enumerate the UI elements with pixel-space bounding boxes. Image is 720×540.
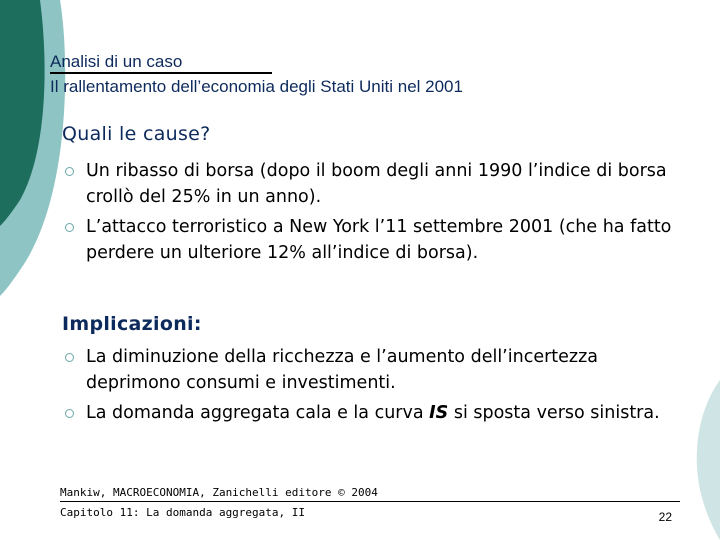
bullet-circle-icon [65,223,74,232]
bullet-text-before: La domanda aggregata cala e la curva [86,403,430,423]
footer-chapter: Capitolo 11: La domanda aggregata, II [60,506,306,519]
bullet-text: L’attacco terroristico a New York l’11 settembre 2001 (che ha fatto perdere un ulteriore 12% all’indice di borsa). [86,217,672,263]
list-item [60,400,680,426]
implications-heading: Implicazioni: [62,313,202,335]
list-item [60,158,680,210]
list-item [60,214,680,266]
right-decoration [680,380,720,540]
slide-footer [60,486,680,524]
page-number: 22 [658,510,672,524]
bullet-circle-icon [65,353,74,362]
is-curve-label: IS [429,403,449,423]
slide-title: Analisi di un caso [50,52,272,74]
bullet-text: Un ribasso di borsa (dopo il boom degli anni 1990 l’indice di borsa crollò del 25% in un anno). [86,161,667,207]
slide-header [50,52,670,98]
bullet-text-after: si sposta verso sinistra. [448,403,660,423]
list-item [60,344,680,396]
implications-list [60,344,680,430]
causes-heading: Quali le cause? [62,123,211,145]
bullet-circle-icon [65,409,74,418]
bullet-text: La diminuzione della ricchezza e l’aumento dell’incertezza deprimono consumi e investimenti. [86,347,599,393]
slide-subtitle: Il rallentamento dell’economia degli Stati Uniti nel 2001 [50,77,463,96]
footer-credit: Mankiw, MACROECONOMIA, Zanichelli editore © 2004 [60,486,680,502]
bullet-circle-icon [65,167,74,176]
causes-list [60,158,680,270]
